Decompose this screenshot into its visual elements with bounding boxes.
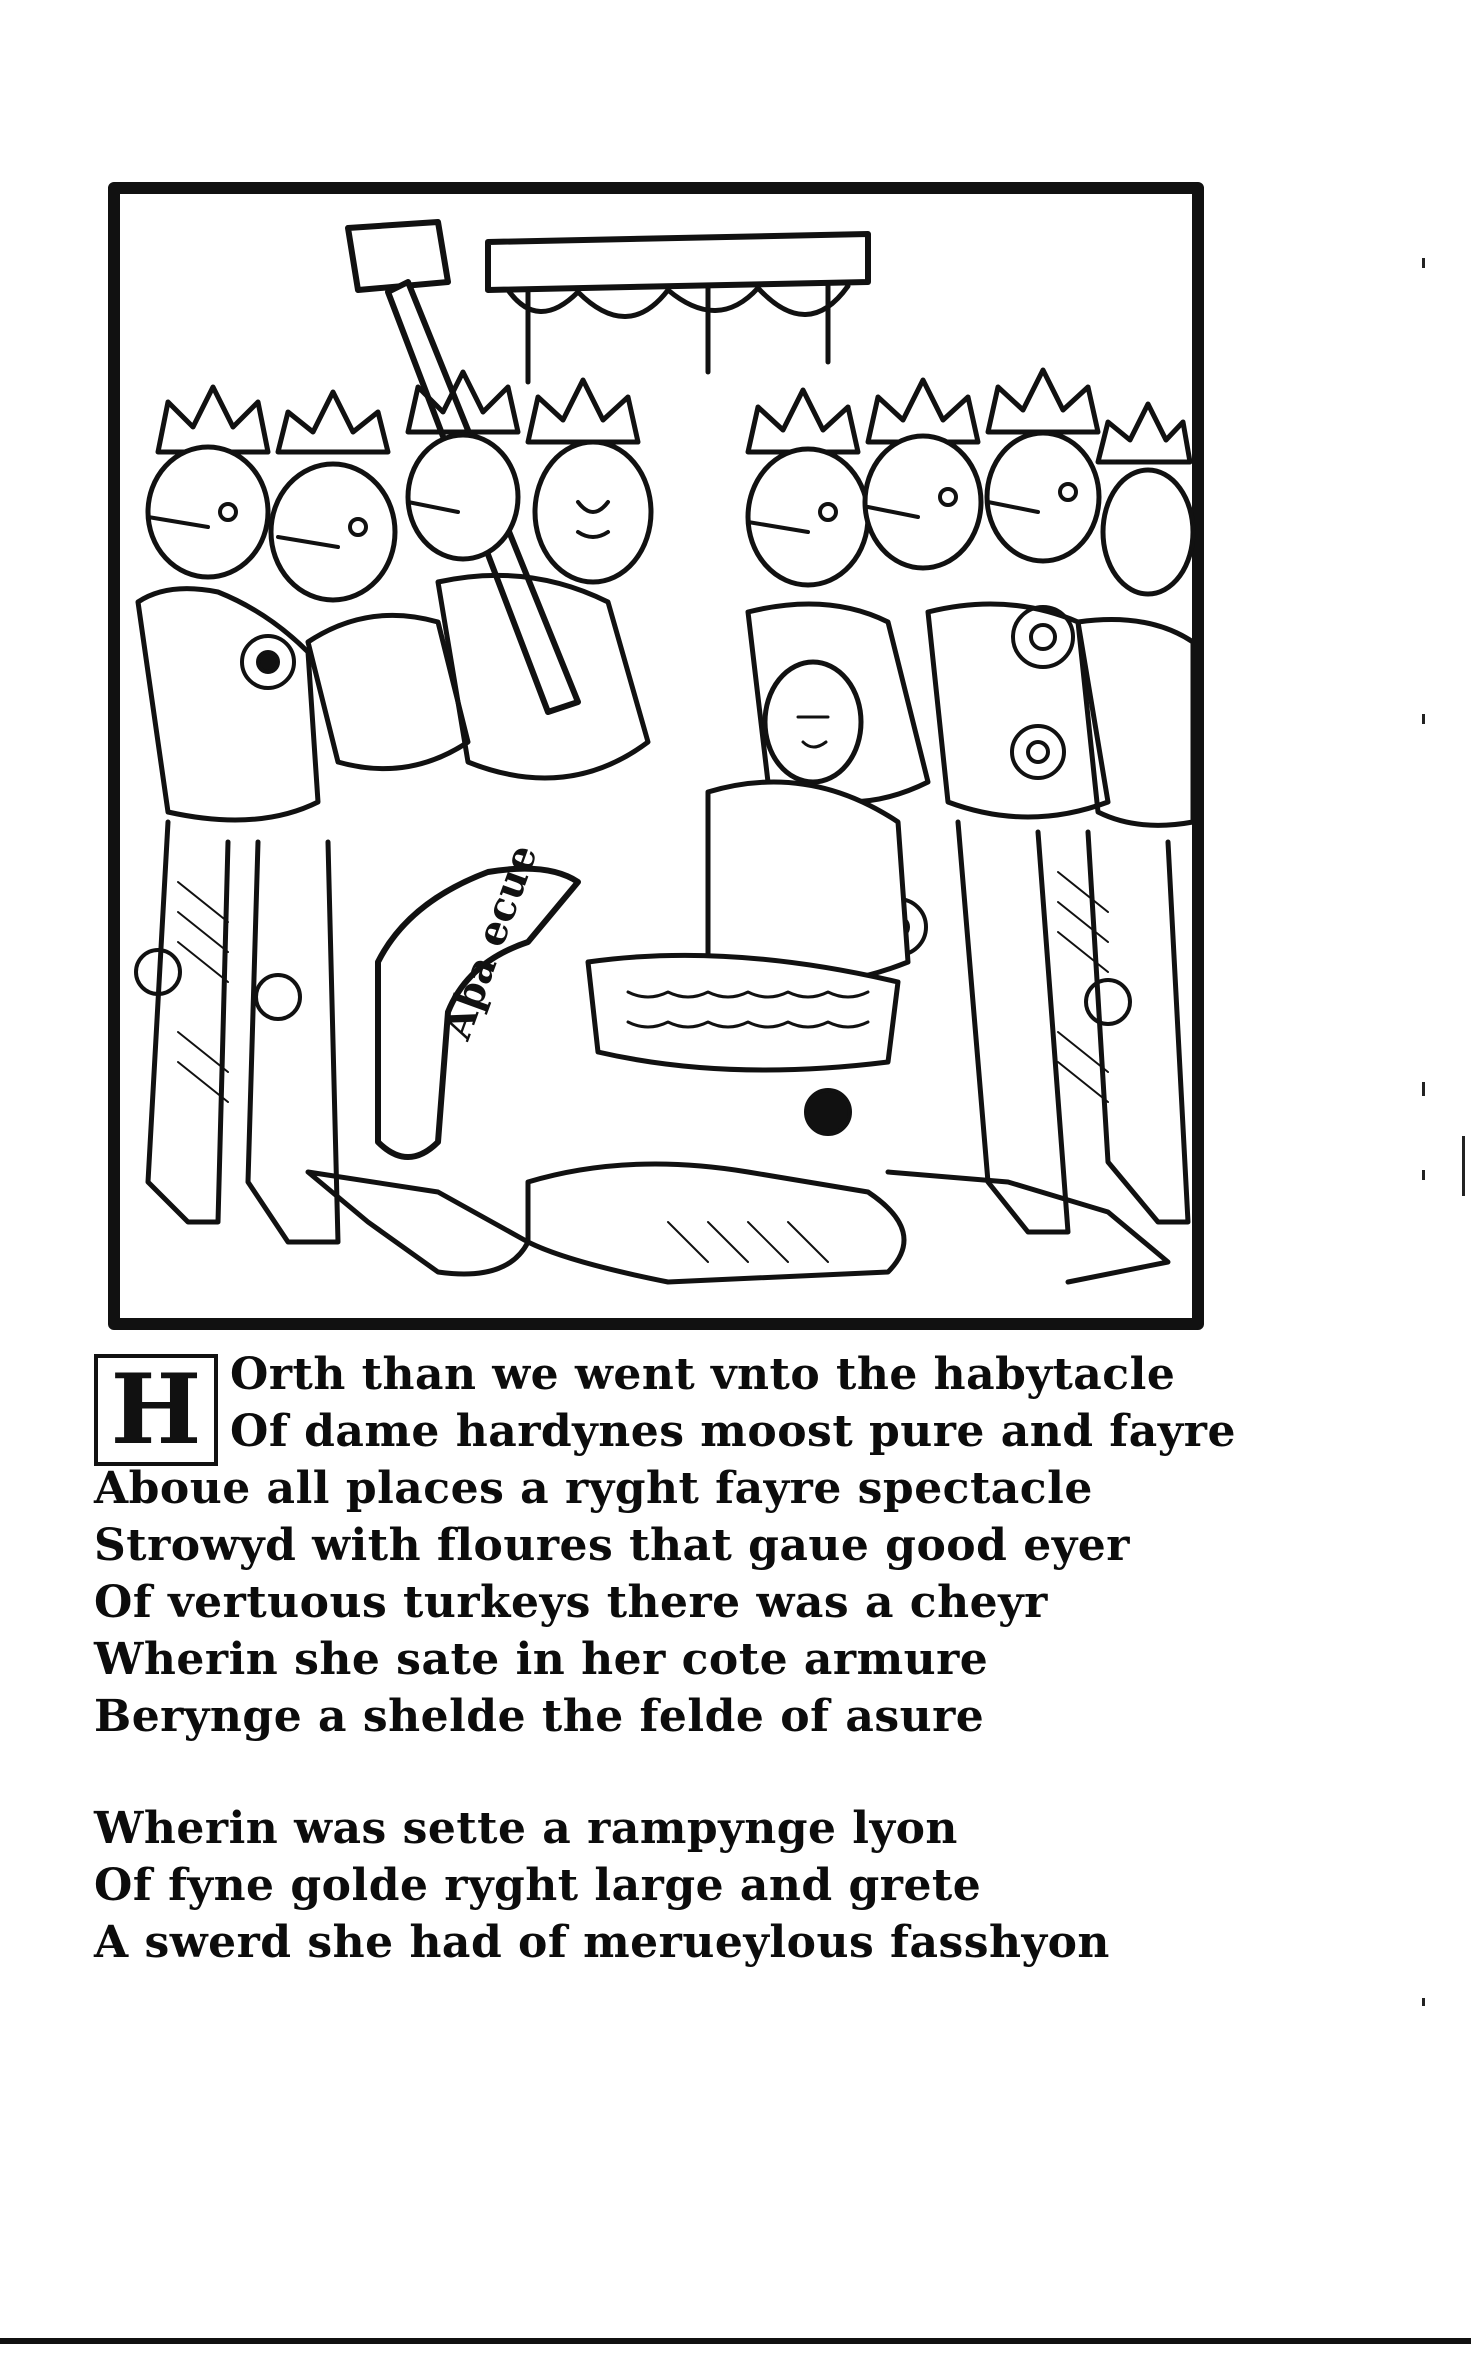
banner-text: Aþa ecue xyxy=(433,838,547,1046)
margin-mark xyxy=(1422,1082,1425,1096)
page-bottom-edge xyxy=(0,2338,1471,2344)
verse-line: Of fyne golde ryght large and grete xyxy=(94,1860,982,1911)
margin-mark xyxy=(1422,1998,1425,2006)
margin-mark xyxy=(1422,1170,1425,1180)
woodcut-illustration xyxy=(108,182,1204,1330)
verse-line: Strowyd with floures that gaue good eyer xyxy=(94,1520,1130,1571)
verse-line: Wherin she sate in her cote armure xyxy=(94,1634,989,1685)
verse-line: Berynge a shelde the felde of asure xyxy=(94,1691,985,1742)
margin-mark xyxy=(1422,714,1425,724)
verse-stanza-2 xyxy=(94,1800,1110,1971)
verse-line: Of dame hardynes moost pure and fayre xyxy=(230,1406,1236,1457)
verse-line: A swerd she had of merueylous fasshyon xyxy=(94,1917,1110,1968)
margin-mark xyxy=(1462,1136,1465,1196)
verse-line: Aboue all places a ryght fayre spectacle xyxy=(94,1463,1093,1514)
margin-mark xyxy=(1422,258,1425,268)
drop-cap-initial: H xyxy=(94,1354,218,1466)
verse-line: Wherin was sette a rampynge lyon xyxy=(94,1803,958,1854)
verse-line: Of vertuous turkeys there was a cheyr xyxy=(94,1577,1048,1628)
verse-stanza-1 xyxy=(94,1346,1236,1745)
verse-line: Orth than we went vnto the habytacle xyxy=(230,1349,1176,1400)
